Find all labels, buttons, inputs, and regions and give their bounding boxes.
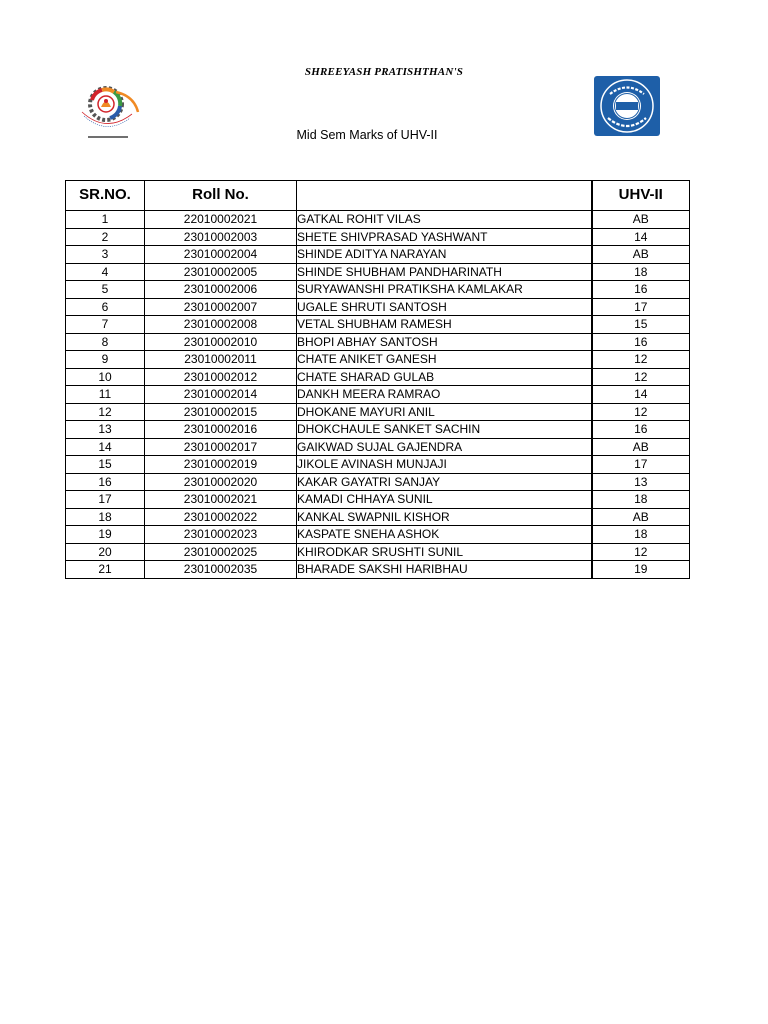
sr-no-cell: 6	[66, 298, 145, 316]
student-name-cell: VETAL SHUBHAM RAMESH	[297, 316, 592, 334]
iso-9001-certified-icon	[594, 76, 660, 136]
table-row	[66, 246, 690, 264]
table-row	[66, 438, 690, 456]
table-row	[66, 228, 690, 246]
student-name-cell: JIKOLE AVINASH MUNJAJI	[297, 456, 592, 474]
roll-no-cell: 23010002004	[145, 246, 297, 264]
table-row	[66, 298, 690, 316]
column-header-sr-no: SR.NO.	[66, 181, 145, 211]
sr-no-cell: 8	[66, 333, 145, 351]
student-name-cell: KAMADI CHHAYA SUNIL	[297, 491, 592, 509]
sr-no-cell: 18	[66, 508, 145, 526]
uhv-ii-mark-cell: 17	[592, 456, 690, 474]
sr-no-cell: 20	[66, 543, 145, 561]
sr-no-cell: 13	[66, 421, 145, 439]
table-row	[66, 351, 690, 369]
student-name-cell: SHINDE SHUBHAM PANDHARINATH	[297, 263, 592, 281]
sr-no-cell: 16	[66, 473, 145, 491]
roll-no-cell: 23010002019	[145, 456, 297, 474]
uhv-ii-mark-cell: 12	[592, 351, 690, 369]
student-name-cell: SHINDE ADITYA NARAYAN	[297, 246, 592, 264]
sr-no-cell: 5	[66, 281, 145, 299]
column-header-name	[297, 181, 592, 211]
roll-no-cell: 23010002007	[145, 298, 297, 316]
table-row	[66, 473, 690, 491]
student-name-cell: DHOKCHAULE SANKET SACHIN	[297, 421, 592, 439]
sr-no-cell: 11	[66, 386, 145, 404]
student-name-cell: DHOKANE MAYURI ANIL	[297, 403, 592, 421]
uhv-ii-mark-cell: 16	[592, 333, 690, 351]
student-name-cell: CHATE SHARAD GULAB	[297, 368, 592, 386]
sr-no-cell: 12	[66, 403, 145, 421]
roll-no-cell: 23010002012	[145, 368, 297, 386]
student-name-cell: CHATE ANIKET GANESH	[297, 351, 592, 369]
roll-no-cell: 23010002025	[145, 543, 297, 561]
table-header-row	[66, 181, 690, 211]
column-header-roll-no: Roll No.	[145, 181, 297, 211]
table-row	[66, 281, 690, 299]
table-row	[66, 421, 690, 439]
roll-no-cell: 23010002035	[145, 561, 297, 579]
uhv-ii-mark-cell: AB	[592, 211, 690, 229]
sr-no-cell: 19	[66, 526, 145, 544]
roll-no-cell: 23010002003	[145, 228, 297, 246]
student-name-cell: BHOPI ABHAY SANTOSH	[297, 333, 592, 351]
roll-no-cell: 22010002021	[145, 211, 297, 229]
sr-no-cell: 4	[66, 263, 145, 281]
sr-no-cell: 15	[66, 456, 145, 474]
sr-no-cell: 14	[66, 438, 145, 456]
table-row	[66, 508, 690, 526]
uhv-ii-mark-cell: 12	[592, 403, 690, 421]
table-row	[66, 333, 690, 351]
uhv-ii-mark-cell: 12	[592, 543, 690, 561]
table-row	[66, 263, 690, 281]
sr-no-cell: 2	[66, 228, 145, 246]
student-name-cell: KAKAR GAYATRI SANJAY	[297, 473, 592, 491]
uhv-ii-mark-cell: 18	[592, 526, 690, 544]
uhv-ii-mark-cell: 17	[592, 298, 690, 316]
uhv-ii-mark-cell: AB	[592, 508, 690, 526]
table-row	[66, 211, 690, 229]
document-subtitle: Mid Sem Marks of UHV-II	[296, 128, 438, 142]
uhv-ii-mark-cell: 18	[592, 491, 690, 509]
sr-no-cell: 10	[66, 368, 145, 386]
table-row	[66, 526, 690, 544]
uhv-ii-mark-cell: 13	[592, 473, 690, 491]
table-row	[66, 561, 690, 579]
table-row	[66, 543, 690, 561]
table-row	[66, 386, 690, 404]
roll-no-cell: 23010002020	[145, 473, 297, 491]
roll-no-cell: 23010002017	[145, 438, 297, 456]
sr-no-cell: 17	[66, 491, 145, 509]
roll-no-cell: 23010002011	[145, 351, 297, 369]
roll-no-cell: 23010002023	[145, 526, 297, 544]
uhv-ii-mark-cell: AB	[592, 246, 690, 264]
roll-no-cell: 23010002008	[145, 316, 297, 334]
student-name-cell: KANKAL SWAPNIL KISHOR	[297, 508, 592, 526]
column-header-uhv-ii: UHV-II	[592, 181, 690, 211]
student-name-cell: KASPATE SNEHA ASHOK	[297, 526, 592, 544]
sr-no-cell: 1	[66, 211, 145, 229]
uhv-ii-mark-cell: 16	[592, 421, 690, 439]
student-name-cell: SHETE SHIVPRASAD YASHWANT	[297, 228, 592, 246]
table-row	[66, 491, 690, 509]
roll-no-cell: 23010002005	[145, 263, 297, 281]
uhv-ii-mark-cell: 19	[592, 561, 690, 579]
institute-name: SHREEYASH PRATISHTHAN'S	[304, 66, 464, 78]
uhv-ii-mark-cell: 14	[592, 386, 690, 404]
student-name-cell: UGALE SHRUTI SANTOSH	[297, 298, 592, 316]
roll-no-cell: 23010002016	[145, 421, 297, 439]
uhv-ii-mark-cell: 14	[592, 228, 690, 246]
roll-no-cell: 23010002022	[145, 508, 297, 526]
sr-no-cell: 7	[66, 316, 145, 334]
uhv-ii-mark-cell: AB	[592, 438, 690, 456]
student-name-cell: GAIKWAD SUJAL GAJENDRA	[297, 438, 592, 456]
student-name-cell: BHARADE SAKSHI HARIBHAU	[297, 561, 592, 579]
sr-no-cell: 21	[66, 561, 145, 579]
student-name-cell: KHIRODKAR SRUSHTI SUNIL	[297, 543, 592, 561]
student-name-cell: SURYAWANSHI PRATIKSHA KAMLAKAR	[297, 281, 592, 299]
uhv-ii-mark-cell: 16	[592, 281, 690, 299]
table-row	[66, 403, 690, 421]
table-row	[66, 316, 690, 334]
table-row	[66, 456, 690, 474]
roll-no-cell: 23010002010	[145, 333, 297, 351]
student-name-cell: DANKH MEERA RAMRAO	[297, 386, 592, 404]
student-name-cell: GATKAL ROHIT VILAS	[297, 211, 592, 229]
marks-table	[65, 180, 690, 579]
roll-no-cell: 23010002006	[145, 281, 297, 299]
roll-no-cell: 23010002014	[145, 386, 297, 404]
sr-no-cell: 9	[66, 351, 145, 369]
uhv-ii-mark-cell: 18	[592, 263, 690, 281]
roll-no-cell: 23010002021	[145, 491, 297, 509]
table-row	[66, 368, 690, 386]
roll-no-cell: 23010002015	[145, 403, 297, 421]
sr-no-cell: 3	[66, 246, 145, 264]
uhv-ii-mark-cell: 15	[592, 316, 690, 334]
uhv-ii-mark-cell: 12	[592, 368, 690, 386]
marks-table-body	[66, 211, 690, 579]
